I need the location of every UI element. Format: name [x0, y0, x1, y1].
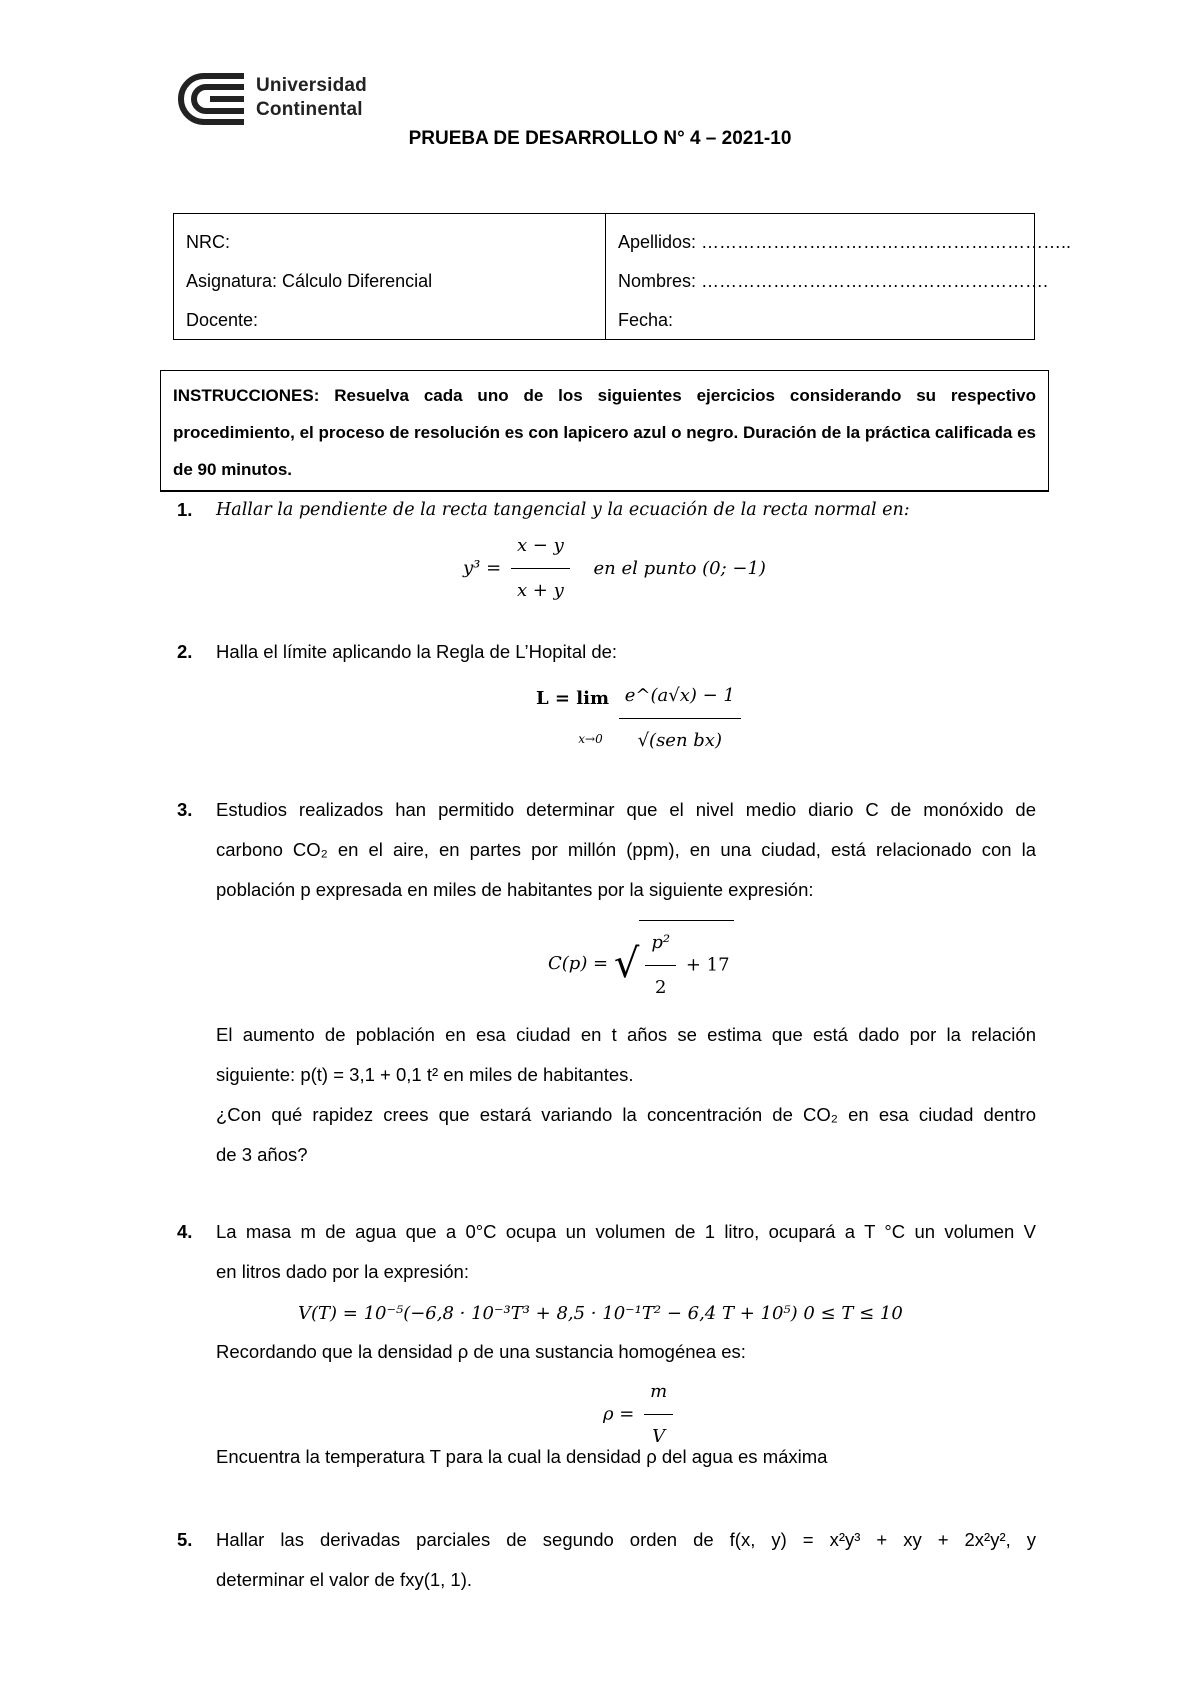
question-4-equation-1: V(T) = 10⁻⁵(−6,8 · 10⁻³T³ + 8,5 · 10⁻¹T² − 6,4 T + 10⁵) 0 ≤ T ≤ 10 [298, 1303, 903, 1324]
question-3-line-5: siguiente: p(t) = 3,1 + 0,1 t² en miles de habitantes. [216, 1064, 634, 1085]
logo-line-1: Universidad [256, 75, 367, 96]
question-number: 1. [177, 499, 193, 520]
docente-field: Docente: [186, 310, 259, 330]
sqrt-radicand [639, 920, 733, 1008]
eq-fraction [511, 526, 570, 611]
logo-line-2: Continental [256, 99, 363, 120]
question-2 [177, 632, 1035, 751]
limit-label: L = lim [536, 687, 609, 709]
student-info-table [173, 213, 1072, 340]
nrc-field: NRC: [186, 232, 230, 252]
limit-fraction [619, 676, 741, 761]
eq-numerator: x − y [511, 526, 570, 569]
eq-lhs: C(p) = [548, 953, 609, 974]
question-3-line-6: ¿Con qué rapidez crees que estará variando la concentración de CO₂ en esa ciudad dentro [216, 1104, 1036, 1125]
limit-denominator: √(sen bx) [637, 730, 722, 751]
question-3 [178, 790, 1035, 1170]
question-4-line-3: Recordando que la densidad ρ de una sustancia homogénea es: [216, 1341, 746, 1362]
instructions-line-3: de 90 minutos. [173, 460, 293, 479]
question-3-line-7: de 3 años? [216, 1144, 308, 1165]
question-5-line-1: Hallar las derivadas parciales de segundo orden de f(x, y) = x²y³ + xy + 2x²y², y [216, 1529, 1036, 1550]
question-4 [178, 1212, 1035, 1482]
instructions-label: INSTRUCCIONES: [173, 386, 320, 405]
apellidos-field: Apellidos: …………………………………………………….. [618, 232, 1072, 252]
limit-subscript: x→0 [578, 731, 603, 746]
question-number: 4. [177, 1221, 193, 1242]
question-5-line-2: determinar el valor de fxy(1, 1). [216, 1569, 473, 1590]
fecha-field: Fecha: [618, 310, 674, 330]
limit-numerator: e^(a√x) − 1 [619, 676, 741, 719]
instructions-box [160, 370, 1049, 492]
eq-denominator: x + y [516, 580, 564, 601]
eq-denominator: 2 [655, 977, 667, 998]
university-logo [174, 72, 374, 130]
eq-tail: en el punto (0; −1) [593, 557, 766, 579]
question-number: 2. [177, 641, 193, 662]
info-right-column [606, 214, 1072, 339]
question-2-equation [536, 676, 745, 761]
eq-numerator: p² [645, 923, 676, 966]
eq-lhs: ρ = [603, 1403, 635, 1425]
instructions-line-1: INSTRUCCIONES: Resuelva cada uno de los siguientes ejercicios considerando su respectivo [173, 386, 1036, 405]
question-3-line-2: carbono CO₂ en el aire, en partes por millón (ppm), en una ciudad, está relacionado con la [216, 839, 1036, 860]
question-4-line-4: Encuentra la temperatura T para la cual la densidad ρ del agua es máxima [216, 1446, 828, 1467]
question-1-equation [463, 526, 766, 611]
question-number: 5. [177, 1529, 193, 1550]
info-left-column [174, 214, 606, 339]
eq-lhs: y³ = [463, 557, 502, 579]
question-4-line-2: en litros dado por la expresión: [216, 1261, 469, 1282]
question-1 [177, 490, 1035, 601]
asignatura-field: Asignatura: Cálculo Diferencial [186, 271, 433, 291]
question-3-equation [548, 920, 734, 1008]
university-logo-icon [174, 72, 246, 126]
question-3-line-1: Estudios realizados han permitido determinar que el nivel medio diario C de monóxido de [216, 799, 1036, 820]
page-title: PRUEBA DE DESARROLLO N° 4 – 2021-10 [408, 128, 792, 149]
eq-fraction [645, 923, 676, 1008]
sqrt-icon: √ [613, 941, 640, 987]
instructions-line-2: procedimiento, el proceso de resolución es con lapicero azul o negro. Duración de la práctica calificada es [173, 423, 1036, 442]
question-3-line-4: El aumento de población en esa ciudad en t años se estima que está dado por la relación [216, 1024, 1036, 1045]
question-3-line-3: población p expresada en miles de habitantes por la siguiente expresión: [216, 879, 814, 900]
question-5 [178, 1520, 1035, 1610]
question-2-text: Halla el límite aplicando la Regla de L’Hopital de: [216, 641, 618, 662]
eq-numerator: m [644, 1372, 673, 1415]
question-number: 3. [177, 799, 193, 820]
eq-denominator: V [652, 1426, 666, 1447]
eq-tail: + 17 [685, 954, 730, 976]
limit-operator [536, 679, 609, 759]
question-4-line-1: La masa m de agua que a 0°C ocupa un volumen de 1 litro, ocupará a T °C un volumen V [216, 1221, 1036, 1242]
logo-text [256, 74, 367, 122]
question-1-text: Hallar la pendiente de la recta tangencial y la ecuación de la recta normal en: [216, 500, 910, 520]
nombres-field: Nombres: …………………………………………………. [618, 271, 1049, 291]
